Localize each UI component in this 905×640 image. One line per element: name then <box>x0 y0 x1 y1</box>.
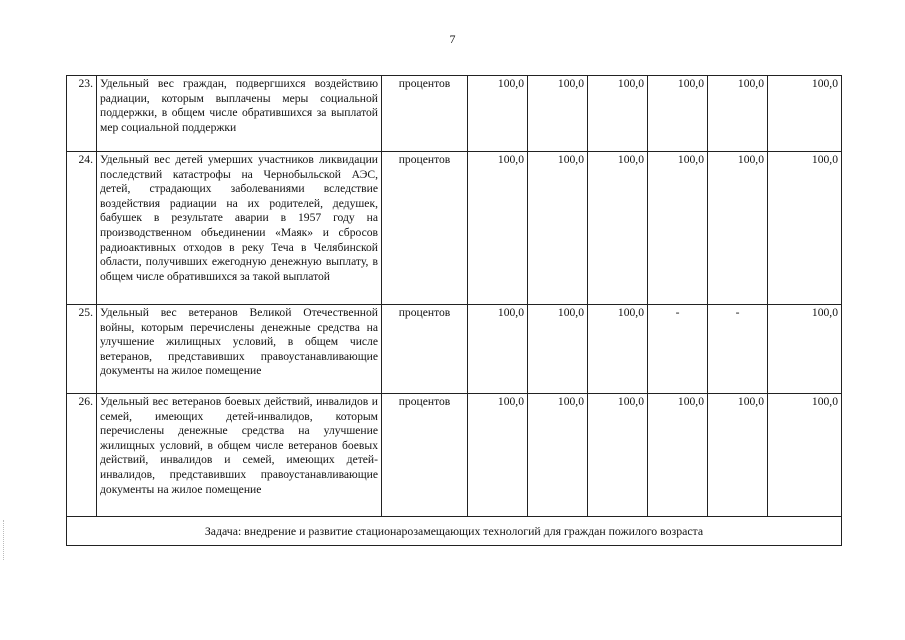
indicator-description: Удельный вес ветеранов боевых действий, инвалидов и семей, имеющих детей-инвалидов, которым перечислены денежные средства на улучшение жилищных условий, в общем числе ветеранов боевых действий, инвалидов и семей, имеющих детей-инвалидов, представивших правоустанавливающие документы на жилое помещение <box>97 394 382 517</box>
value-cell: 100,0 <box>768 305 842 394</box>
value-cell: 100,0 <box>528 394 588 517</box>
task-heading: Задача: внедрение и развитие стационарозамещающих технологий для граждан пожилого возраста <box>67 517 842 546</box>
value-cell: 100,0 <box>708 394 768 517</box>
row-number: 25. <box>67 305 97 394</box>
row-number: 24. <box>67 152 97 305</box>
table-row <box>67 394 842 517</box>
value-cell: 100,0 <box>768 76 842 152</box>
unit-cell: процентов <box>382 394 468 517</box>
value-cell: 100,0 <box>588 152 648 305</box>
value-cell: 100,0 <box>768 394 842 517</box>
value-cell: 100,0 <box>468 152 528 305</box>
indicators-table <box>66 75 842 546</box>
value-cell: 100,0 <box>708 76 768 152</box>
value-cell: 100,0 <box>768 152 842 305</box>
value-cell: 100,0 <box>528 76 588 152</box>
unit-cell: процентов <box>382 76 468 152</box>
indicator-description: Удельный вес граждан, подвергшихся воздействию радиации, которым выплачены меры социальной поддержки, в общем числе обратившихся за выплатой мер социальной поддержки <box>97 76 382 152</box>
value-cell: 100,0 <box>708 152 768 305</box>
task-row <box>67 517 842 546</box>
scan-margin-marks <box>3 520 6 560</box>
value-cell: 100,0 <box>468 394 528 517</box>
row-number: 23. <box>67 76 97 152</box>
value-cell: 100,0 <box>528 305 588 394</box>
value-cell: 100,0 <box>588 305 648 394</box>
unit-cell: процентов <box>382 305 468 394</box>
value-cell: - <box>648 305 708 394</box>
page-number: 7 <box>449 32 456 46</box>
value-cell: 100,0 <box>528 152 588 305</box>
value-cell: 100,0 <box>468 76 528 152</box>
value-cell: 100,0 <box>648 152 708 305</box>
indicator-description: Удельный вес ветеранов Великой Отечественной войны, которым перечислены денежные средства на улучшение жилищных условий, в общем числе ветеранов, представивших правоустанавливающие документы на жилое помещение <box>97 305 382 394</box>
value-cell: 100,0 <box>648 394 708 517</box>
value-cell: 100,0 <box>588 76 648 152</box>
unit-cell: процентов <box>382 152 468 305</box>
value-cell: 100,0 <box>648 76 708 152</box>
row-number: 26. <box>67 394 97 517</box>
indicator-description: Удельный вес детей умерших участников ликвидации последствий катастрофы на Чернобыльской АЭС, детей, страдающих заболеваниями вследствие воздействия радиации на их родителей, дедушек, бабушек в результате аварии в 1957 году на производственном объединении «Маяк» и сбросов радиоактивных отходов в реку Теча в Челябинской области, получивших ежегодную денежную выплату, в общем числе обратившихся за такой выплатой <box>97 152 382 305</box>
table-row <box>67 305 842 394</box>
value-cell: 100,0 <box>588 394 648 517</box>
value-cell: 100,0 <box>468 305 528 394</box>
value-cell: - <box>708 305 768 394</box>
table-row <box>67 76 842 152</box>
table-row <box>67 152 842 305</box>
